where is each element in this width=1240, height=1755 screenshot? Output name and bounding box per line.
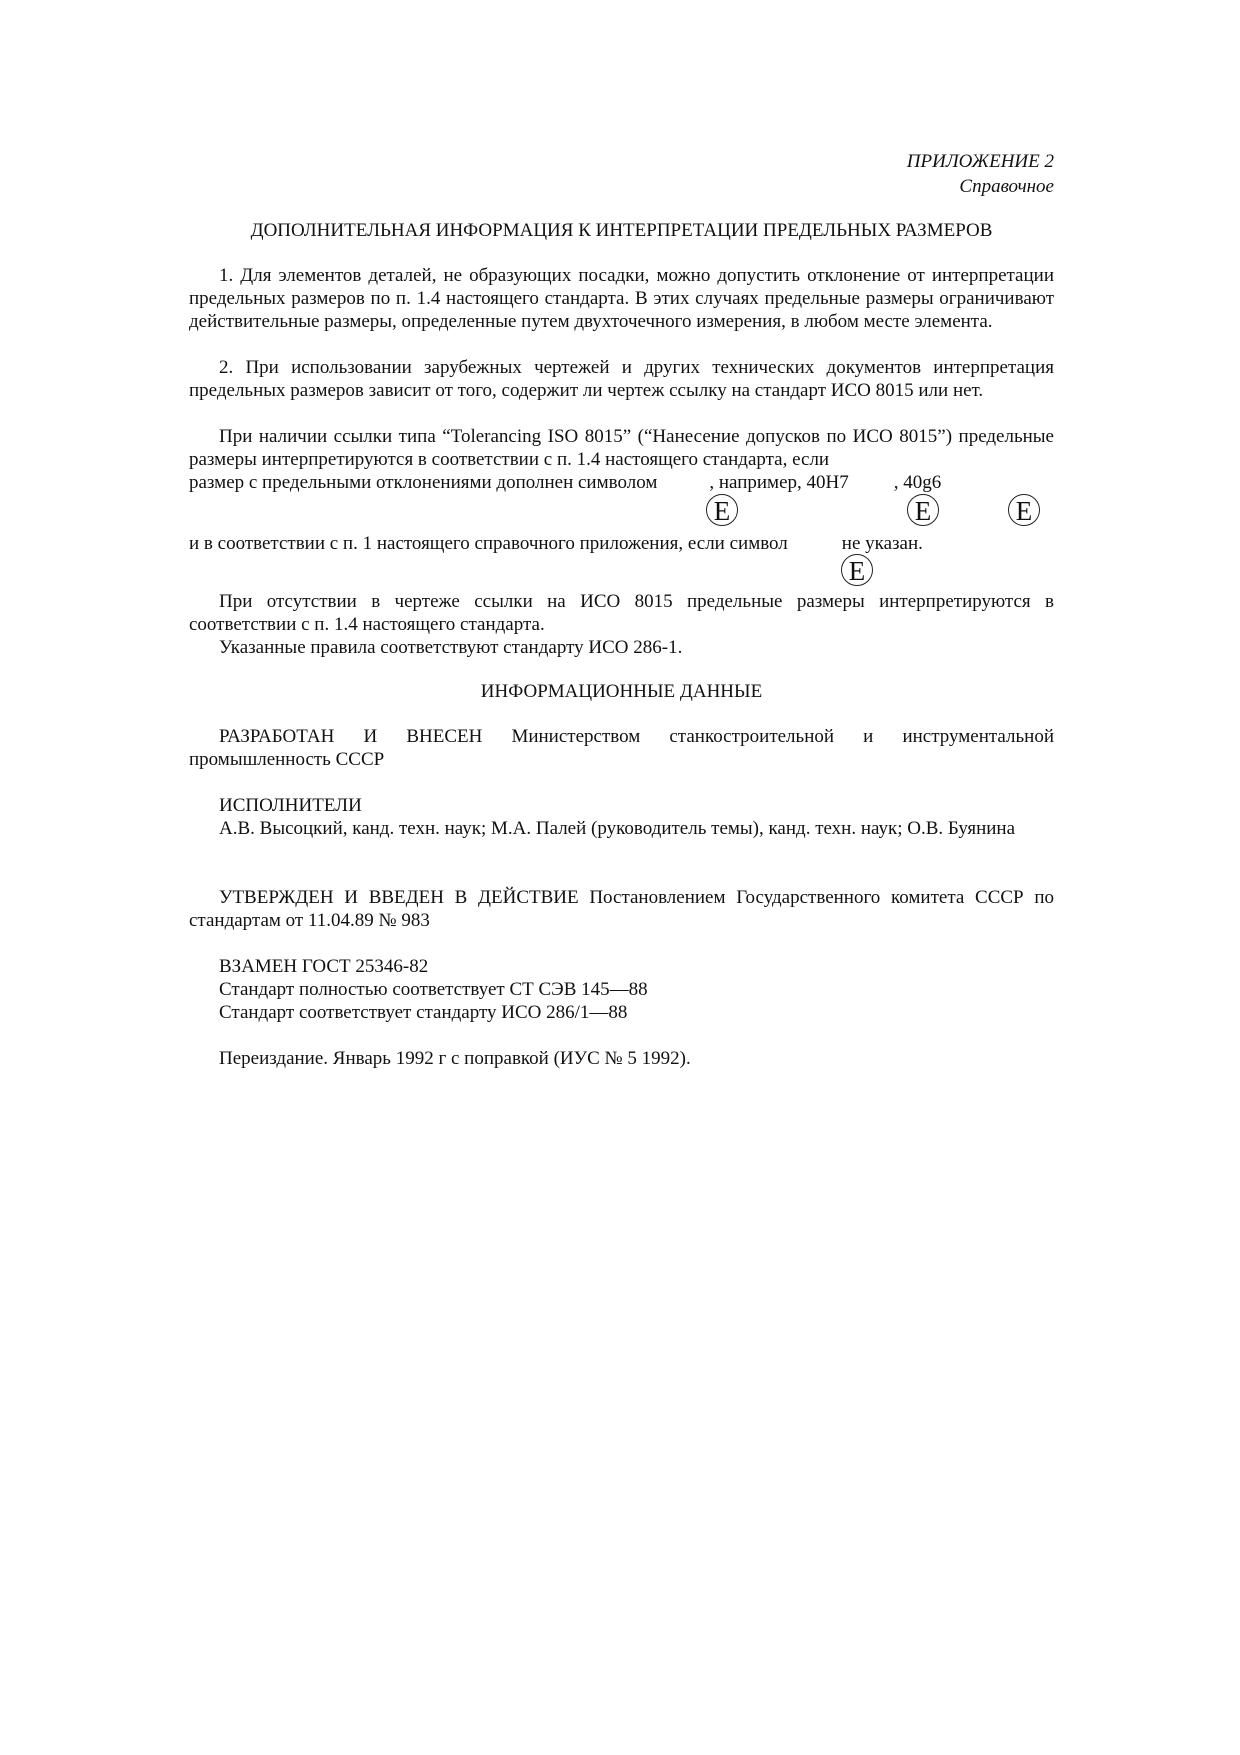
info-replaces: ВЗАМЕН ГОСТ 25346-82 xyxy=(219,956,429,977)
document-page xyxy=(189,0,1054,1755)
paragraph-3-intro: При наличии ссылки типа “Tolerancing ISO 8015” (“Нанесение допусков по ИСО 8015”) предельные размеры интерпретируются в соответствии с п. 1.4 настоящего стандарта, если xyxy=(189,426,1054,470)
envelope-symbol-icon: E xyxy=(706,494,738,526)
executors-heading: ИСПОЛНИТЕЛИ xyxy=(219,795,362,816)
appendix-kind: Справочное xyxy=(959,176,1054,197)
appendix-title: ДОПОЛНИТЕЛЬНАЯ ИНФОРМАЦИЯ К ИНТЕРПРЕТАЦИИ ПРЕДЕЛЬНЫХ РАЗМЕРОВ xyxy=(250,220,993,241)
appendix-label xyxy=(907,149,1054,199)
envelope-symbol-40g6-icon: E xyxy=(1008,494,1040,526)
envelope-symbol-omitted-icon: E xyxy=(841,554,873,586)
example-40g6: , 40g6 xyxy=(893,472,942,493)
paragraph-1: 1. Для элементов деталей, не образующих посадки, можно допустить отклонение от интерпретации предельных размеров по п. 1.4 настоящего стандарта. В этих случаях предельные размеры ограничивают действительные размеры, определенные путем двухточечного измерения, в любом месте элемента. xyxy=(189,265,1054,332)
info-developed: РАЗРАБОТАН И ВНЕСЕН Министерством станкостроительной и инструментальной промышленность СССР xyxy=(189,726,1054,770)
info-reissue: Переиздание. Январь 1992 г с поправкой (ИУС № 5 1992). xyxy=(219,1048,691,1069)
appendix-number: ПРИЛОЖЕНИЕ 2 xyxy=(906,151,1054,172)
info-approved: УТВЕРЖДЕН И ВВЕДЕН В ДЕЙСТВИЕ Постановлением Государственного комитета СССР по стандартам от 11.04.89 № 983 xyxy=(189,887,1054,931)
symbol-sentence-start: размер с предельными отклонениями дополнен символом xyxy=(189,472,658,493)
paragraph-3-line-symbol xyxy=(189,471,1054,494)
no-symbol-sentence: и в соответствии с п. 1 настоящего справочного приложения, если символ xyxy=(189,533,788,554)
info-title: ИНФОРМАЦИОННЫЕ ДАННЫЕ xyxy=(480,681,763,702)
info-compliance-2: Стандарт соответствует стандарту ИСО 286/1—88 xyxy=(219,1002,628,1023)
paragraph-3-line-no-symbol xyxy=(189,532,1054,555)
paragraph-5: Указанные правила соответствуют стандарту ИСО 286-1. xyxy=(219,637,683,658)
paragraph-2: 2. При использовании зарубежных чертежей и других технических документов интерпретация предельных размеров зависит от того, содержит ли чертеж ссылку на стандарт ИСО 8015 или нет. xyxy=(189,357,1054,401)
paragraph-4: При отсутствии в чертеже ссылки на ИСО 8015 предельные размеры интерпретируются в соответствии с п. 1.4 настоящего стандарта. xyxy=(189,591,1054,635)
example-40h7: , например, 40H7 xyxy=(709,472,849,493)
executors-list: А.В. Высоцкий, канд. техн. наук; М.А. Палей (руководитель темы), канд. техн. наук; О.В. Буянина xyxy=(219,818,1016,839)
envelope-symbol-40h7-icon: E xyxy=(907,494,939,526)
not-specified-text: не указан. xyxy=(841,533,923,554)
info-compliance-1: Стандарт полностью соответствует СТ СЭВ 145—88 xyxy=(219,979,648,1000)
